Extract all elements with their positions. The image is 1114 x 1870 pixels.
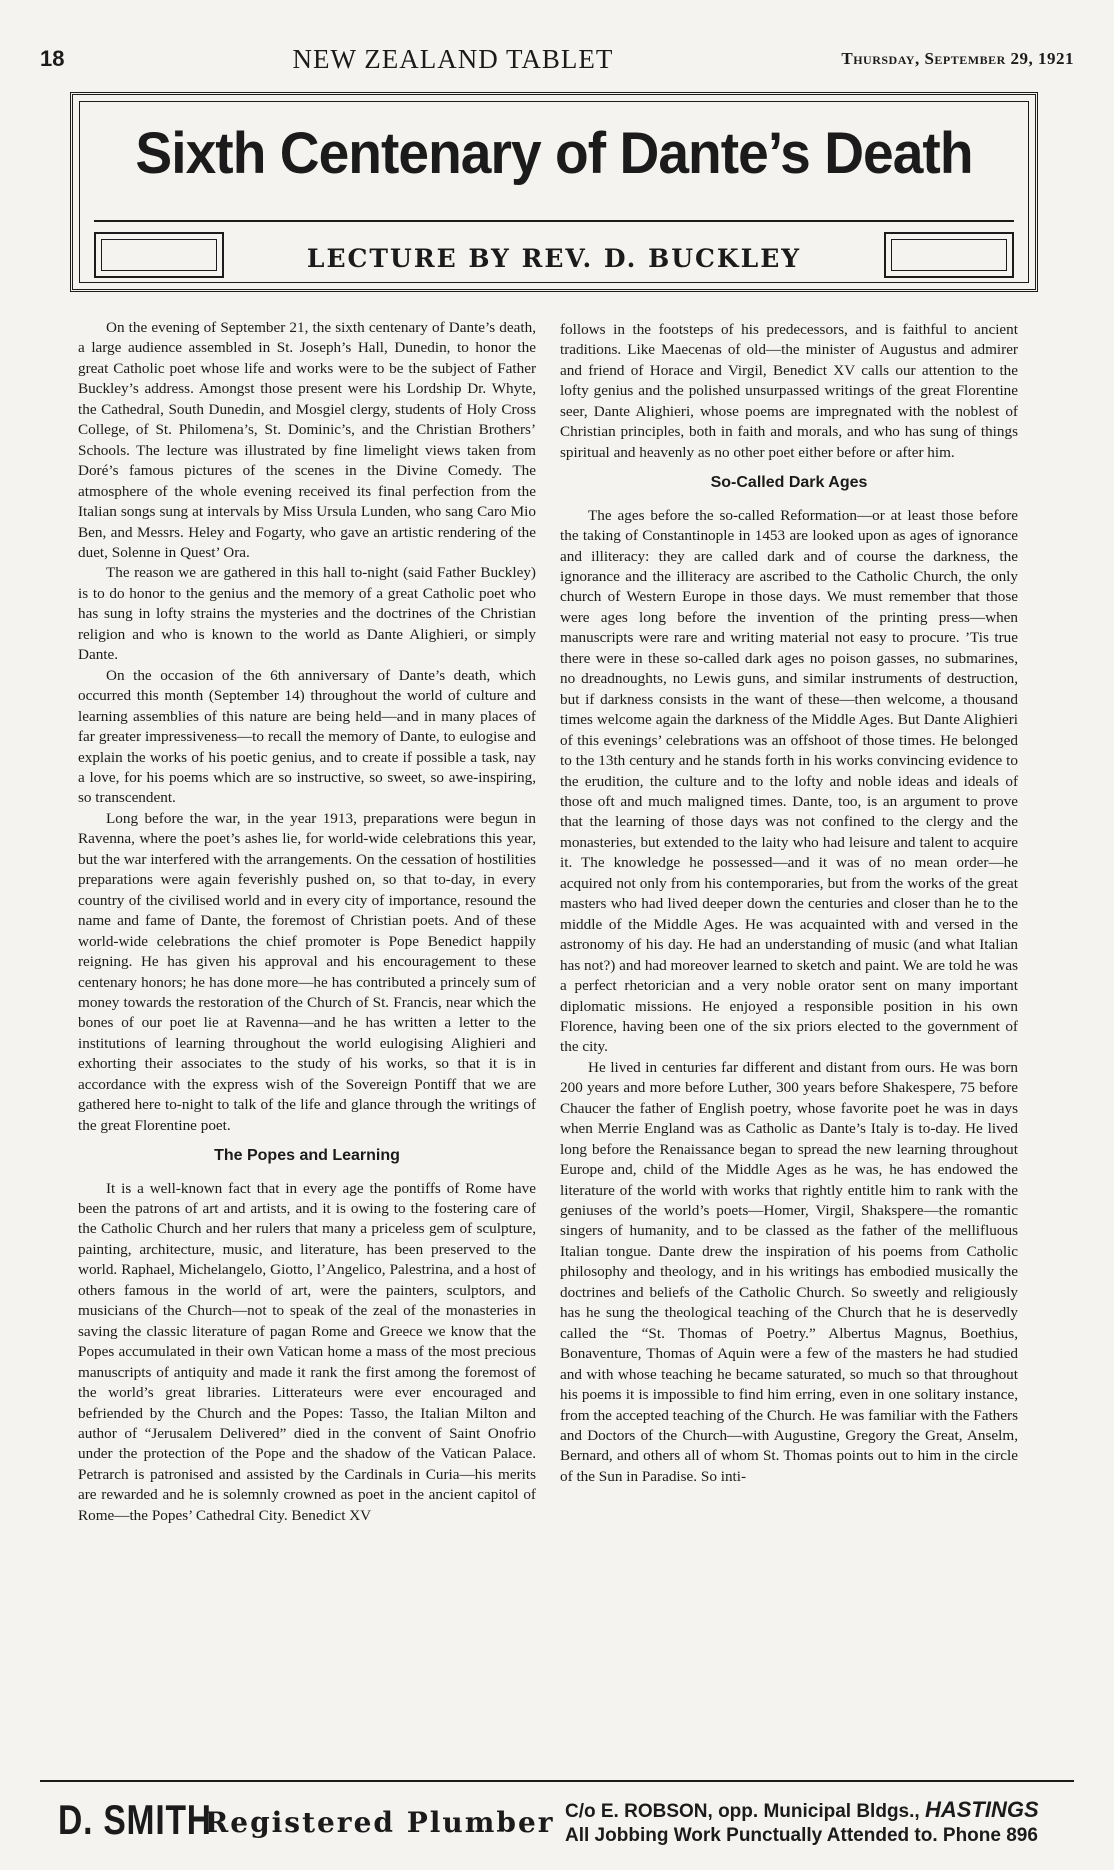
title-box-inner [79, 101, 1029, 283]
paper-name: NEW ZEALAND TABLET [292, 43, 614, 74]
advertiser-name: D. SMITH [58, 1796, 212, 1843]
phone: Phone 896 [942, 1825, 1038, 1846]
column-left [78, 318, 536, 1526]
section-heading: So-Called Dark Ages [710, 474, 868, 492]
ornament-box-left [94, 232, 224, 278]
article-title: Sixth Centenary of Dante’s Death [135, 121, 973, 186]
paragraph: follows in the footsteps of his predecessors, and is faithful to ancient traditions. Like Maecenas of old—the minister of Augustus and admirer and friend of Horace and Virgil, Benedict XV calls our attention to the lofty genius and the polished unsurpassed writings of the great Florentine seer, Dante Alighieri, whose poems are impregnated with the noblest of Christian principles, both in faith and morals, and who has sung of things spiritual and heavenly as no other poet either before or after him. [560, 321, 1018, 461]
paragraph: He lived in centuries far different and distant from ours. He was born 200 years and more before Luther, 300 years before Shakespere, 75 before Chaucer the father of English poetry, whose favorite poet he was in days when Merrie England was as Catholic as Dante’s Italy is to-day. He lived long before the Renaissance began to spread the new learning throughout Europe and, child of the Middle Ages as he was, he has endowed the literature of the world with works that rightly entitle him to rank with the geniuses of the world’s poets—Homer, Virgil, Shakspere—the romantic singers of humanity, and to be classed as the father of the mellifluous Italian tongue. Dante drew the inspiration of his poems from Catholic philosophy and theology, and in his writings has embodied musically the doctrines and beliefs of the Catholic Church. So sweetly and religiously has he sung the theological teaching of the Church that he is deservedly called the “St. Thomas of Poetry.” Albertus Magnus, Boethius, Bonaventure, Thomas of Aquin were a few of the masters he had studied and with whose teaching he became saturated, so much so that throughout his poems it is impossible to find him erring, even in one solitary instance, from the accepted teaching of the Church. He was familiar with the Fathers and Doctors of the Church—with Augustine, Gregory the Great, Anselm, Bernard, and others all of whom St. Thomas points out to him in the circle of the Sun in Paradise. So inti- [560, 1058, 1018, 1485]
advertiser-trade: Registered Plumber [205, 1806, 555, 1839]
byline: LECTURE BY REV. D. BUCKLEY [306, 244, 802, 273]
paragraph: On the occasion of the 6th anniversary of Dante’s death, which occurred this month (September 14) throughout the world of culture and learning assemblies of this nature are being held—and in many places of far greater impressiveness—to recall the memory of Dante, to eulogise and explain the works of his poetic genius, and to create if possible a task, nay a love, for his poems which are so instructive, so sweet, so awe-inspiring, so transcendent. [78, 666, 536, 807]
paragraph: On the evening of September 21, the sixth centenary of Dante’s death, a large audience assembled in St. Joseph’s Hall, Dunedin, to honor the great Catholic poet whose life and works were to be the subject of Father Buckley’s address. Amongst those present were his Lordship Dr. Whyte, the Cathedral, South Dunedin, and Mosgiel clergy, students of Holy Cross College, of St. Philomena’s, St. Dominic’s, and the Christian Brothers’ Schools. The lecture was illustrated by fine limelight views taken from Doré’s famous pictures of the scenes in the Divine Comedy. The atmosphere of the whole evening received its final perfection from the Italian songs sung at intervals by Miss Ursula Lunden, who sang Caro Mio Ben, and Messrs. Heley and Fogarty, who gave an artistic rendering of the duet, Solenne in Quest’ Ora. [78, 319, 536, 561]
title-box [70, 92, 1038, 292]
paragraph: Long before the war, in the year 1913, preparations were begun in Ravenna, where the poet’s ashes lie, for world-wide celebrations this year, but the war interfered with the arrangements. On the cessation of hostilities preparations were again feverishly pushed on, so that to-day, in every country of the civilised world and in every city of importance, resound the name and fame of Dante, the foremost of Christian poets. And of these world-wide celebrations the chief promoter is Pope Benedict happily reigning. He has given his approval and his encouragement to these centenary honors; he has done more—he has contributed a princely sum of money towards the restoration of the Church of St. Francis, near which the bones of our poet lie at Ravenna—and he has written a letter to the institutions of learning throughout the world eulogising Alighieri and exhorting their associates to the study of his works, so that it is in accordance with the express wish of the Sovereign Pontiff that we are gathered here to-night to talk of the life and glance through the writings of the great Florentine poet. [78, 809, 536, 1134]
page-number: 18 [40, 46, 65, 71]
divider [40, 1780, 1074, 1782]
advertisement [0, 1780, 1114, 1870]
paragraph: The reason we are gathered in this hall to-night (said Father Buckley) is to do honor to the genius and the memory of a great Catholic poet who has sung in lofty strains the mysteries and the doctrines of the Christian religion and who is known to the world as Dante Alighieri, or simply Dante. [78, 564, 536, 664]
byline-row [94, 220, 1014, 284]
column-right [560, 320, 1018, 1487]
ornament-box-right [884, 232, 1014, 278]
paragraph: It is a well-known fact that in every age the pontiffs of Rome have been the patrons of art and artists, and it is owing to the fostering care of the Catholic Church and her rulers that many a priceless gem of sculpture, painting, architecture, music, and literature, has been preserved to the world. Raphael, Michelangelo, Giotto, l’Angelico, Palestrina, and a host of others famous in the world of art, were the painters, sculptors, and musicians of the Church—not to speak of the zeal of the monasteries in saving the classic literature of pagan Rome and Greece we know that the Popes accumulated in their own Vatican home a mass of the most precious manuscripts of antiquity and made it rank the first among the foremost of the world’s great libraries. Litterateurs were ever encouraged and befriended by the Church and the Popes: Tasso, the Italian Milton and author of “Jerusalem Delivered” died in the convent of Saint Onofrio under the protection of the Pope and the shadow of the Vatican Palace. Petrarch is patronised and assisted by the Cardinals in Curia—his merits are rewarded and he is solemnly crowned as poet in the ancient capitol of Rome—the Popes’ Cathedral City. Benedict XV [78, 1179, 536, 1524]
town: HASTINGS [924, 1797, 1039, 1822]
address-line: C/o E. ROBSON, opp. Municipal Bldgs., [565, 1801, 920, 1822]
address-line: All Jobbing Work Punctually Attended to. [565, 1825, 938, 1846]
running-head [40, 44, 1074, 74]
paragraph: The ages before the so-called Reformation—or at least those before the taking of Constantinople in 1453 are looked upon as ages of ignorance and illiteracy: they are called dark and of course the darkness, the ignorance and the illiteracy are ascribed to the Catholic Church, the only church of Western Europe in those days. We must remember that those were ages long before the invention of the printing press—when manuscripts were rare and writing material not easy to procure. ’Tis true there were in these so-called dark ages no poison gasses, no submarines, no dreadnoughts, no Lewis guns, and similar instruments of destruction, but if darkness consists in the want of these—then welcome, a thousand times welcome again the darkness of the Middle Ages. But Dante Alighieri of this evenings’ celebrations was an offshoot of those times. He belonged to the 13th century and he stands forth in his works convincing evidence to the erudition, the culture and to the lofty and noble ideas and ideals of those oft and much maligned times. Dante, too, is an argument to prove that the learning of those days was not confined to the clergy and the monasteries, but extended to the laity who had leisure and talent to acquire it. The knowledge he possessed—and it was of no mean order—he acquired not only from his contemporaries, but from the works of the great masters who had lived deeper down the centuries and closer than he to the middle of the Middle Ages. He was acquainted with and versed in the astronomy of his day. He had an understanding of music (and what Italian has not?) and had moreover learned to sketch and paint. We are told he was a perfect rhetorician and a very noble orator sent on many important diplomatic missions. He enjoyed a responsible position in his own Florence, having been one of the six priors elected to the government of the city. [560, 506, 1018, 1056]
advertiser-address [565, 1798, 1039, 1848]
section-heading: The Popes and Learning [214, 1147, 400, 1165]
issue-date: Thursday, September 29, 1921 [841, 49, 1074, 68]
